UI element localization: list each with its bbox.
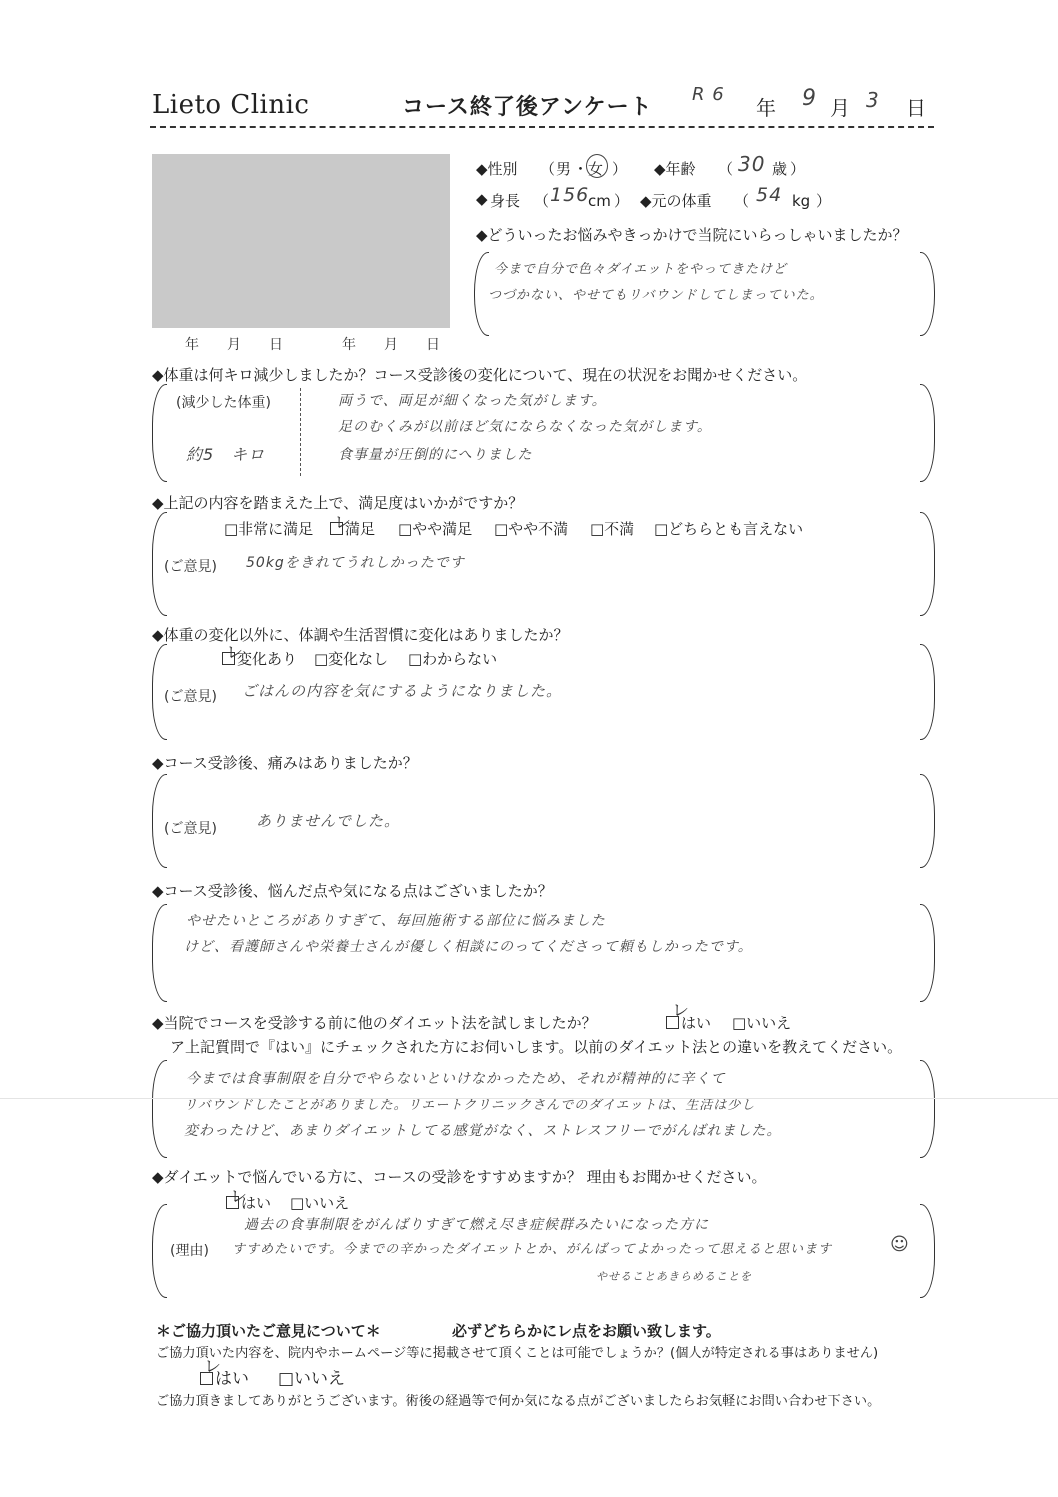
lifestyle-option-unknown[interactable]: □わからない bbox=[408, 650, 498, 668]
weight-unit: kg bbox=[792, 192, 811, 210]
other-diet-yes-checkmark: レ bbox=[672, 1001, 689, 1021]
satisfaction-option-dissatisfied[interactable]: □不満 bbox=[590, 520, 635, 538]
other-diet-bracket-right bbox=[920, 1060, 935, 1158]
concerns-answer-line1: やせたいところがありすぎて、毎回施術する部位に悩みました bbox=[186, 913, 606, 929]
recommend-reason-line2: すすめたいです。今までの辛かったダイエットとか、がんばってよかったって思えると思います bbox=[232, 1242, 833, 1257]
reason-answer-line1: 今まで自分で色々ダイエットをやってきたけど bbox=[494, 262, 787, 277]
consent-notice: 必ずどちらかにレ点をお願い致します。 bbox=[452, 1322, 721, 1340]
lifestyle-option-unchanged[interactable]: □変化なし bbox=[314, 650, 389, 668]
lifestyle-opinion: ごはんの内容を気にするようになりました。 bbox=[242, 682, 563, 700]
date-month: 9 bbox=[802, 86, 817, 111]
photo-date-right: 年 月 日 bbox=[342, 337, 440, 353]
other-diet-question: ◆当院でコースを受診する前に他のダイエット法を試しましたか？ bbox=[152, 1014, 597, 1032]
concerns-answer-line2: けど、看護師さんや栄養士さんが優しく相談にのってくださって頼もしかったです。 bbox=[184, 939, 753, 955]
gender-open-paren: （ bbox=[540, 160, 556, 178]
recommend-option-no[interactable]: □いいえ bbox=[290, 1194, 350, 1212]
smiley-icon: ☺ bbox=[890, 1234, 909, 1255]
changed-label: 変化あり bbox=[237, 650, 298, 668]
date-era: R 6 bbox=[692, 84, 725, 105]
weight-comment-line1: 両うで、両足が細くなった気がします。 bbox=[338, 393, 607, 409]
other-diet-followup: ア上記質問で『はい』にチェックされた方にお伺いします。以前のダイエット法との違いを教えてください。 bbox=[170, 1038, 903, 1056]
satisfied-label: 満足 bbox=[345, 520, 376, 538]
lifestyle-question: ◆体重の変化以外に、体調や生活習慣に変化はありましたか？ bbox=[152, 626, 569, 644]
brand-logo: Lieto Clinic bbox=[152, 90, 310, 120]
age-close-paren: ） bbox=[790, 160, 806, 178]
date-year-label: 年 bbox=[756, 96, 776, 120]
weight-bracket-left bbox=[152, 384, 167, 482]
weight-label: ◆元の体重 bbox=[640, 192, 712, 210]
gender-dot: ・ bbox=[573, 160, 589, 178]
other-diet-option-no[interactable]: □いいえ bbox=[732, 1014, 792, 1032]
other-diet-answer-line3: 変わったけど、あまりダイエットしてる感覚がなく、ストレスフリーでがんばれました。 bbox=[184, 1123, 782, 1139]
other-diet-answer-line2: リバウンドしたことがありました。リエートクリニックさんでのダイエットは、生活は少し bbox=[184, 1098, 756, 1113]
height-close-paren: ） bbox=[614, 192, 630, 210]
consent-question: ご協力頂いた内容を、院内やホームページ等に掲載させて頂くことは可能でしょうか？(個人が特定される事はありません) bbox=[156, 1346, 879, 1361]
photo-date-left: 年 月 日 bbox=[185, 337, 283, 353]
reduced-weight-label: (減少した体重) bbox=[176, 395, 271, 411]
gender-male-option[interactable]: 男 bbox=[556, 160, 572, 178]
weight-value: 54 bbox=[756, 184, 783, 206]
date-day-label: 日 bbox=[906, 96, 926, 120]
satisfaction-option-very-satisfied[interactable]: □非常に満足 bbox=[224, 520, 314, 538]
age-unit: 歳 bbox=[772, 160, 788, 178]
consent-yes-checkmark: レ bbox=[204, 1357, 221, 1377]
reason-answer-line2: つづかない、やせてもリバウンドしてしまっていた。 bbox=[488, 288, 824, 303]
recommend-question: ◆ダイエットで悩んでいる方に、コースの受診をすすめますか？ 理由もお聞かせください。 bbox=[152, 1168, 767, 1186]
consent-heading: ＊ご協力頂いたご意見について＊ bbox=[156, 1322, 381, 1340]
reason-bracket-right bbox=[920, 252, 935, 336]
pain-question: ◆コース受診後、痛みはありましたか？ bbox=[152, 754, 418, 772]
satisfied-checkmark: レ bbox=[334, 513, 351, 533]
lifestyle-opinion-label: (ご意見) bbox=[164, 689, 217, 705]
reduced-weight-value: 約5 キロ bbox=[186, 445, 266, 464]
thanks-message: ご協力頂きましてありがとうございます。術後の経過等で何か気になる点がございましたらお気軽にお問い合わせ下さい。 bbox=[156, 1394, 881, 1409]
satisfaction-question: ◆上記の内容を踏まえた上で、満足度はいかがですか？ bbox=[152, 494, 524, 512]
satisfaction-option-neither[interactable]: □どちらとも言えない bbox=[654, 520, 804, 538]
gender-close-paren: ） bbox=[612, 160, 628, 178]
weight-column-divider bbox=[300, 388, 301, 476]
height-bullet: ◆ bbox=[476, 190, 488, 208]
height-unit: cm bbox=[588, 192, 611, 210]
concerns-bracket-left bbox=[152, 904, 167, 1002]
other-diet-yes-label: はい bbox=[681, 1014, 712, 1032]
consent-option-no[interactable]: □いいえ bbox=[278, 1369, 346, 1389]
weight-open-paren: （ bbox=[734, 192, 750, 210]
satisfaction-option-somewhat-dissatisfied[interactable]: □やや不満 bbox=[494, 520, 569, 538]
age-value: 30 bbox=[738, 152, 766, 176]
header-divider bbox=[150, 126, 934, 128]
reason-question: ◆どういったお悩みやきっかけで当院にいらっしゃいましたか？ bbox=[476, 226, 908, 244]
scan-artifact-line bbox=[0, 1098, 1058, 1099]
date-month-label: 月 bbox=[830, 96, 850, 120]
photo-placeholder bbox=[152, 154, 450, 328]
height-open-paren: （ bbox=[534, 192, 550, 210]
satisfaction-opinion: 50kgをきれてうれしかったです bbox=[246, 555, 465, 571]
form-title: コース終了後アンケート bbox=[402, 95, 653, 120]
lifestyle-bracket-right bbox=[920, 644, 935, 740]
recommend-reason-insert: やせることあきらめることを bbox=[596, 1270, 752, 1283]
gender-female-label: 女 bbox=[588, 160, 604, 178]
weight-close-paren: ） bbox=[816, 192, 832, 210]
height-value: 156 bbox=[550, 184, 590, 206]
weight-comment-line3: 食事量が圧倒的にへりました bbox=[338, 447, 533, 463]
gender-label: ◆性別 bbox=[476, 160, 518, 178]
concerns-bracket-right bbox=[920, 904, 935, 1002]
reason-bracket-left bbox=[474, 252, 489, 336]
weight-comment-line2: 足のむくみが以前ほど気にならなくなった気がします。 bbox=[338, 419, 712, 435]
satisfaction-bracket-right bbox=[920, 512, 935, 616]
pain-opinion: ありませんでした。 bbox=[256, 812, 401, 830]
pain-opinion-label: (ご意見) bbox=[164, 821, 217, 837]
age-open-paren: （ bbox=[718, 160, 734, 178]
other-diet-answer-line1: 今までは食事制限を自分でやらないといけなかったため、それが精神的に辛くて bbox=[186, 1071, 726, 1087]
recommend-reason-line1: 過去の食事制限をがんばりすぎて燃え尽き症候群みたいになった方に bbox=[244, 1217, 709, 1233]
satisfaction-opinion-label: (ご意見) bbox=[164, 559, 217, 575]
age-label: ◆年齢 bbox=[654, 160, 696, 178]
consent-yes-label: はい bbox=[215, 1369, 249, 1389]
changed-checkmark: レ bbox=[226, 643, 243, 663]
recommend-yes-checkmark: レ bbox=[230, 1187, 247, 1207]
pain-bracket-right bbox=[920, 774, 935, 868]
satisfaction-option-somewhat-satisfied[interactable]: □やや満足 bbox=[398, 520, 473, 538]
concerns-question: ◆コース受診後、悩んだ点や気になる点はございましたか？ bbox=[152, 882, 553, 900]
recommend-bracket-right bbox=[920, 1204, 935, 1298]
height-label: 身長 bbox=[490, 192, 521, 210]
recommend-yes-label: はい bbox=[241, 1194, 272, 1212]
date-day: 3 bbox=[866, 88, 880, 112]
other-diet-bracket-left bbox=[152, 1060, 167, 1158]
weight-change-question: ◆体重は何キロ減少しましたか？コース受診後の変化について、現在の状況をお聞かせください。 bbox=[152, 366, 808, 384]
recommend-reason-label: (理由) bbox=[170, 1243, 209, 1259]
recommend-bracket-left bbox=[152, 1204, 167, 1298]
weight-bracket-right bbox=[920, 384, 935, 482]
